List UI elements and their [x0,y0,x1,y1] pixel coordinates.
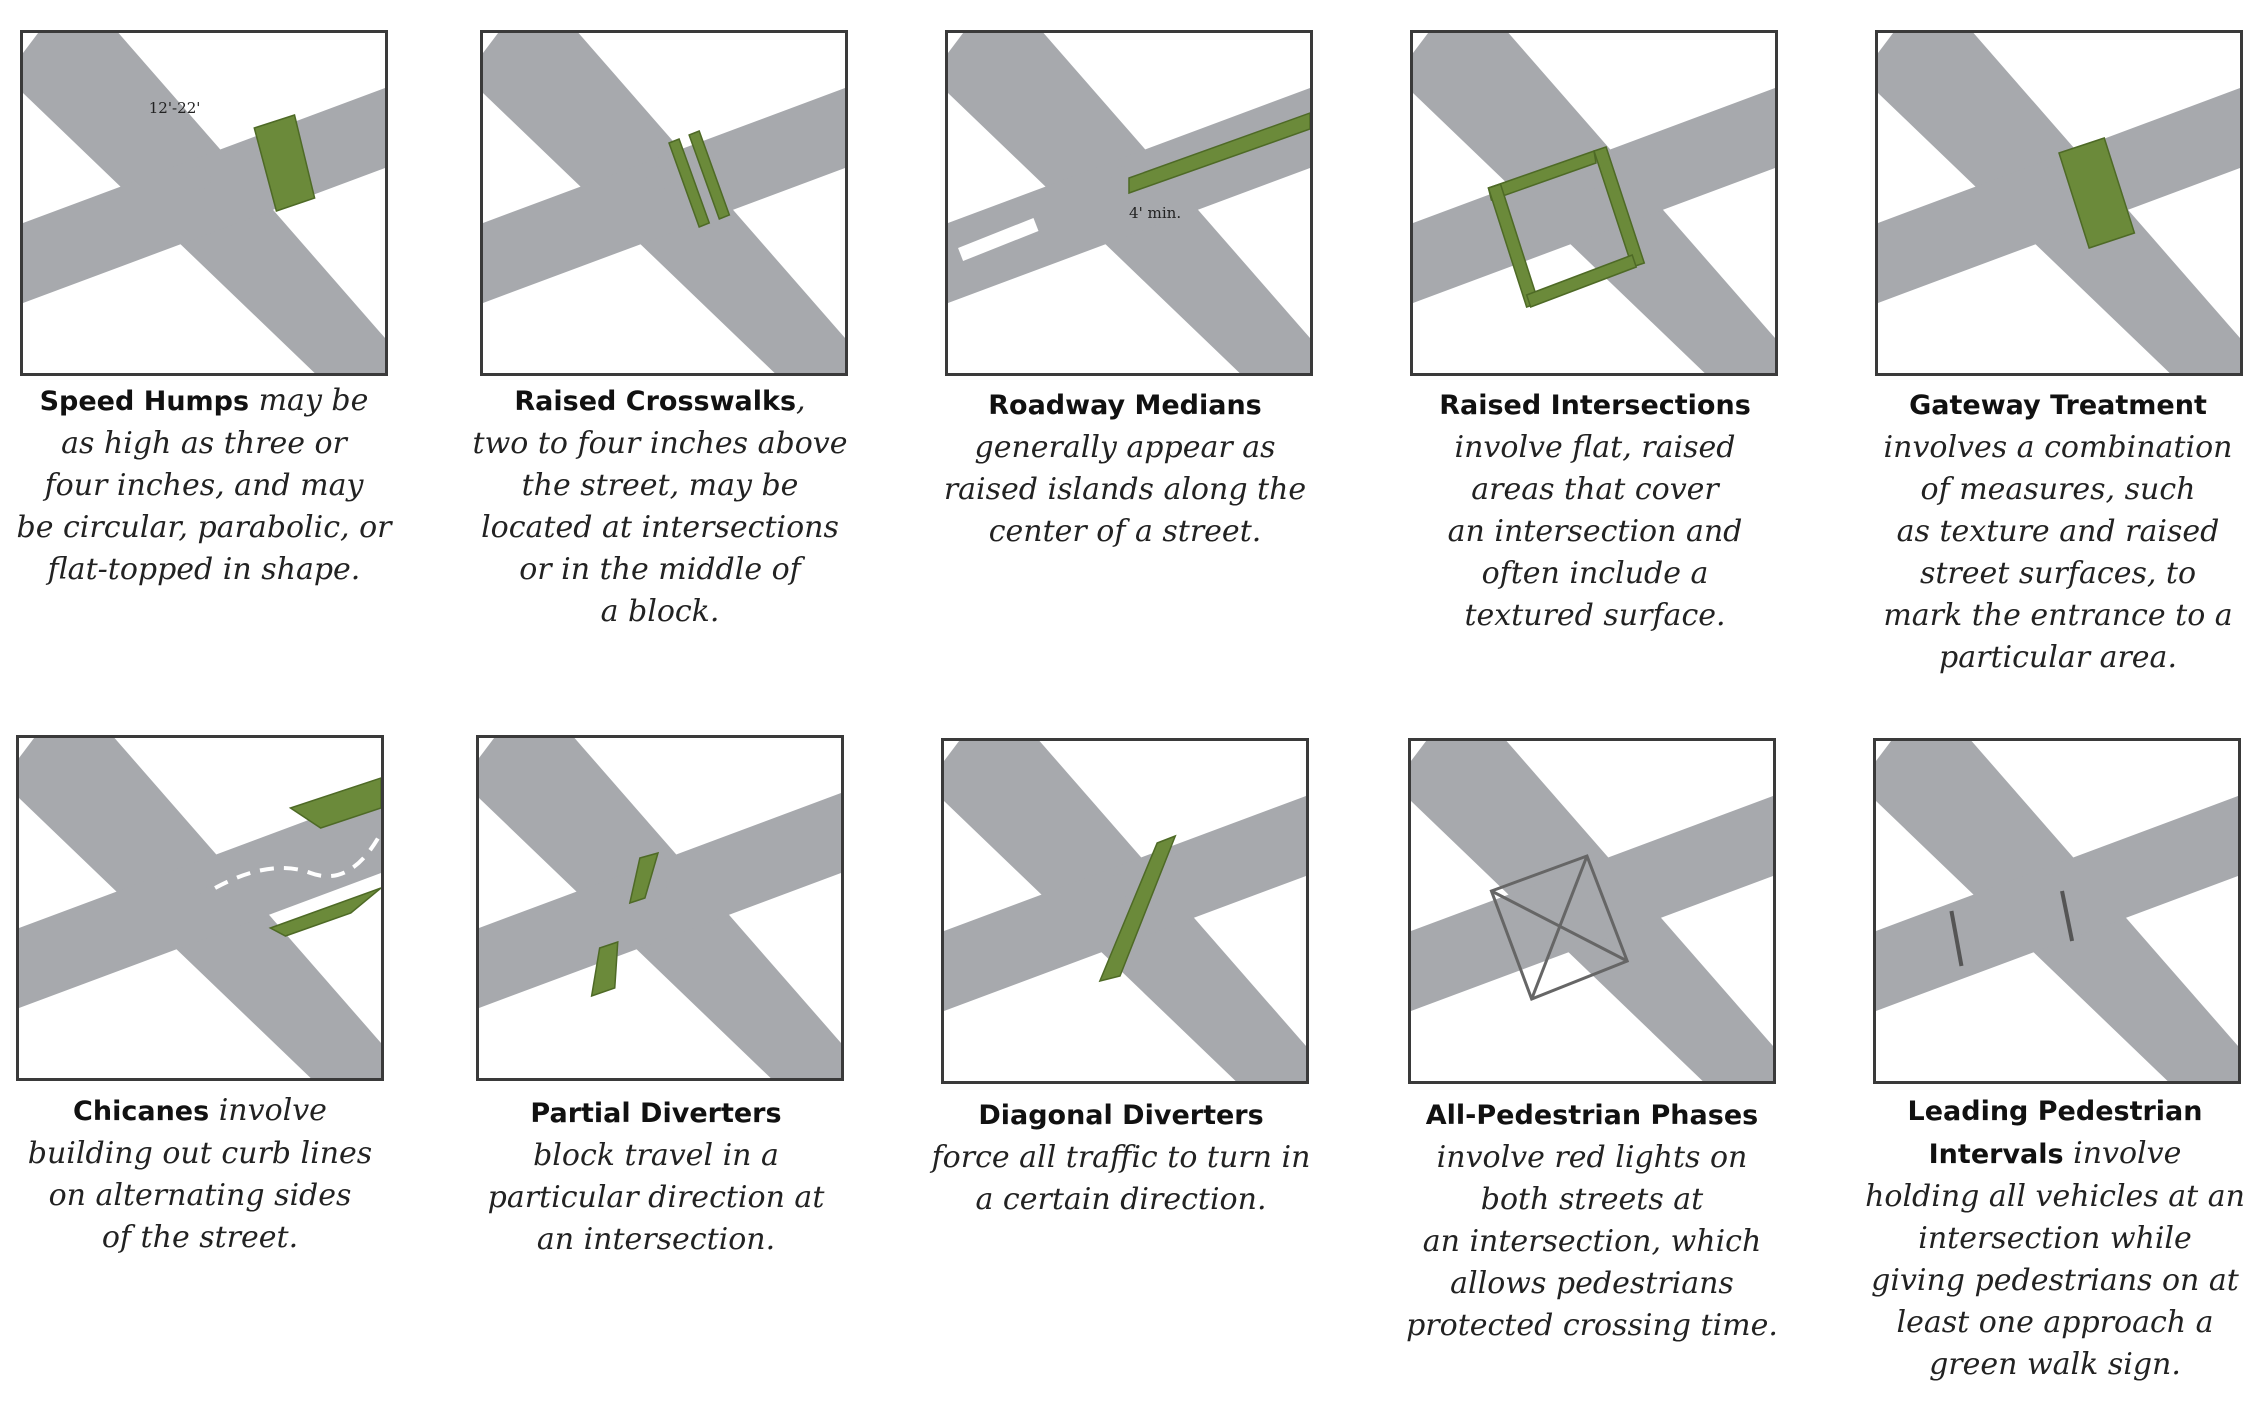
caption-title: Raised Intersections [1439,390,1751,421]
caption-title: Raised Crosswalks [514,386,797,417]
corner-fillet [183,871,207,895]
caption-gateway-treatment [1858,384,2258,679]
intersection-diagram [19,738,381,1078]
dimension-label: 12'-22' [148,99,201,117]
caption-speed-humps [4,380,404,591]
caption-raised-crosswalks [460,380,860,633]
caption-leading-pedestrian-intervals [1855,1090,2255,1386]
caption-text: may be as high as three or four inches, and may be circular, parabolic, or flat-topped in shape. [16,383,392,587]
intersection-diagram [483,33,845,373]
caption-text: generally appear as raised islands along the center of a street. [943,430,1307,549]
diagram-raised-intersections [1410,30,1778,376]
caption-chicanes [0,1090,400,1259]
caption-title: Partial Diverters [530,1098,782,1129]
caption-text: involve flat, raised areas that cover an intersection and often include a textured surface. [1447,430,1743,633]
corner-fillet [647,166,671,190]
caption-title: Leading Pedestrian Intervals [1907,1096,2203,1170]
caption-text: involve building out curb lines on alternating sides of the street. [27,1093,373,1255]
caption-title: All-Pedestrian Phases [1425,1100,1759,1131]
diagram-partial-diverters [476,735,844,1081]
caption-title: Chicanes [73,1096,210,1127]
intersection-diagram [944,741,1306,1081]
caption-text: force all traffic to turn in a certain direction. [931,1140,1311,1217]
intersection-diagram [948,33,1310,373]
corner-fillet [1108,874,1132,898]
diagram-leading-pedestrian-intervals [1873,738,2241,1084]
caption-title: Diagonal Diverters [978,1100,1264,1131]
corner-fillet [2040,874,2064,898]
intersection-diagram [1876,741,2238,1081]
diagram-raised-crosswalks [480,30,848,376]
intersection-diagram [1413,33,1775,373]
caption-text: block travel in a particular direction at an intersection. [487,1138,825,1257]
caption-text: involve holding all vehicles at an intersection while giving pedestrians on at least one approach a green walk sign. [1865,1136,2245,1382]
intersection-diagram [479,738,841,1078]
caption-text: involve red lights on both streets at an intersection, which allows pedestrians protected crossing time. [1406,1140,1778,1343]
caption-title: Roadway Medians [988,390,1262,421]
dimension-label: 4' min. [1129,204,1182,222]
diagram-chicanes [16,735,384,1081]
caption-partial-diverters [456,1092,856,1261]
diagram-diagonal-diverters [941,738,1309,1084]
caption-title: Gateway Treatment [1909,390,2207,421]
diagram-all-pedestrian-phases [1408,738,1776,1084]
corner-fillet [187,166,211,190]
corner-fillet [2042,166,2066,190]
diagram-speed-humps [20,30,388,376]
diagram-roadway-medians [945,30,1313,376]
caption-text: involves a combination of measures, such as texture and raised street surfaces, to mark the entrance to a particular area. [1883,430,2233,675]
caption-diagonal-diverters [921,1094,1321,1221]
caption-all-pedestrian-phases [1392,1094,1792,1347]
caption-raised-intersections [1395,384,1795,637]
caption-roadway-medians [925,384,1325,553]
intersection-diagram [1411,741,1773,1081]
corner-fillet [1577,166,1601,190]
caption-title: Speed Humps [39,386,250,417]
intersection-diagram [1878,33,2240,373]
caption-text: , two to four inches above the street, may be located at intersections or in the middle of a block. [472,383,848,629]
intersection-diagram [23,33,385,373]
diagram-gateway-treatment [1875,30,2243,376]
